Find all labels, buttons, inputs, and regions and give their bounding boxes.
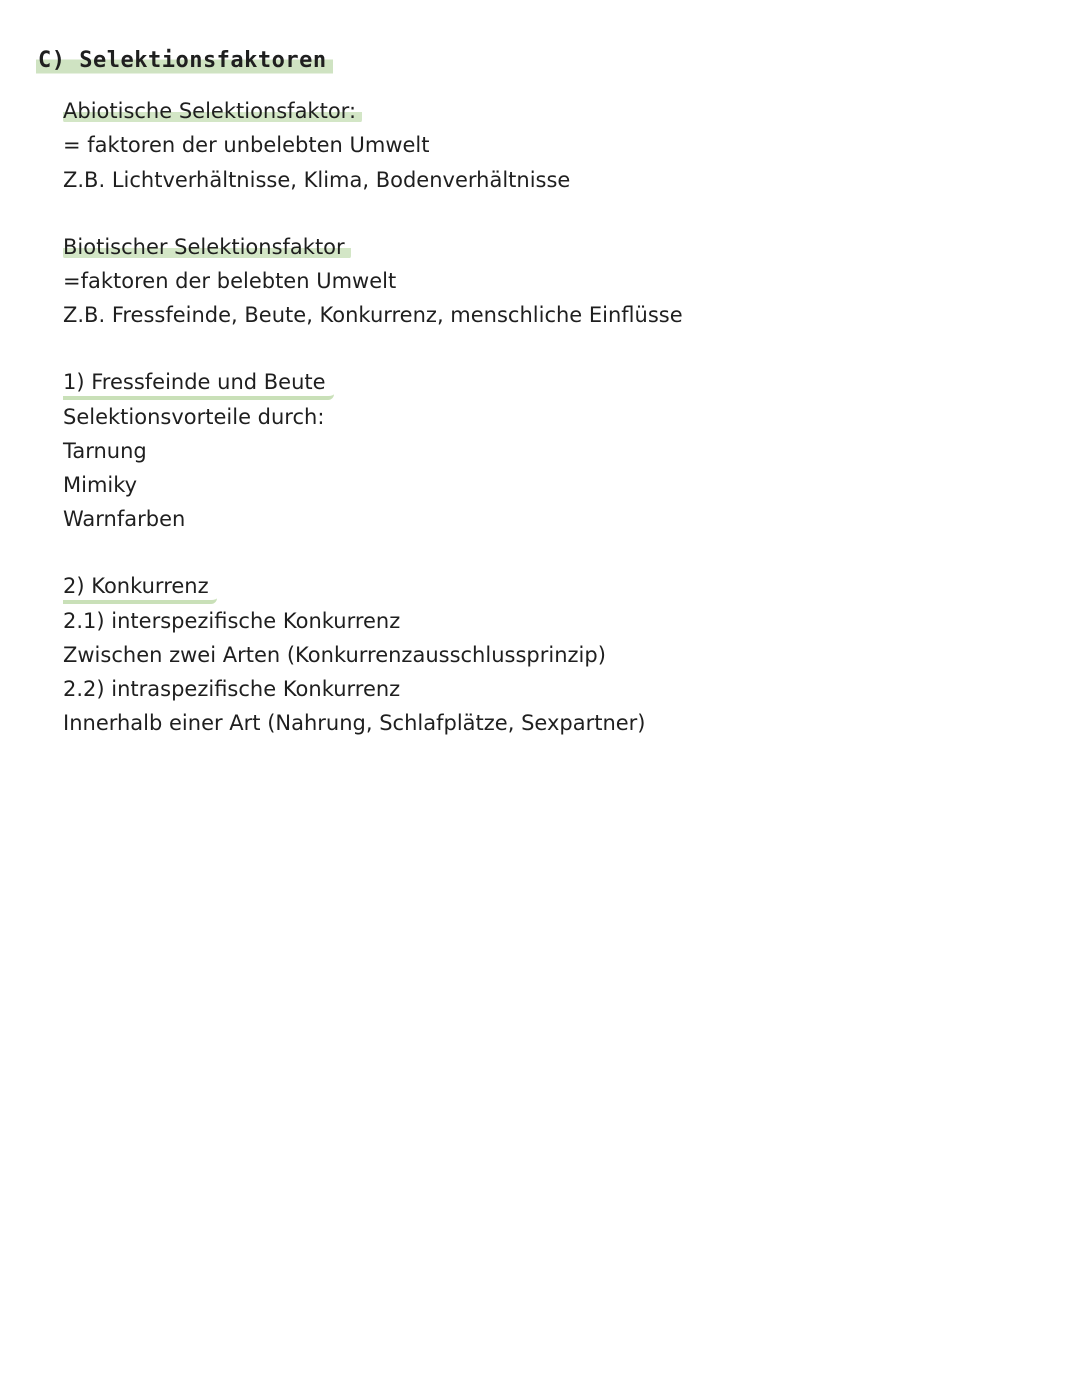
list-item: Warnfarben bbox=[63, 507, 186, 531]
page-title: C) Selektionsfaktoren bbox=[36, 46, 333, 76]
biotic-definition: =faktoren der belebten Umwelt bbox=[63, 269, 397, 293]
interspecific-text: Zwischen zwei Arten (Konkurrenzausschlussprinzip) bbox=[63, 643, 606, 667]
predators-heading: 1) Fressfeinde und Beute bbox=[63, 370, 334, 400]
biotic-examples: Z.B. Fressfeinde, Beute, Konkurrenz, menschliche Einflüsse bbox=[63, 303, 683, 327]
intraspecific-heading: 2.2) intraspezifische Konkurrenz bbox=[63, 677, 401, 701]
biotic-heading: Biotischer Selektionsfaktor bbox=[63, 235, 351, 259]
intraspecific-text: Innerhalb einer Art (Nahrung, Schlafplätze, Sexpartner) bbox=[63, 711, 646, 735]
list-item: Tarnung bbox=[63, 439, 147, 463]
abiotic-examples: Z.B. Lichtverhältnisse, Klima, Bodenverhältnisse bbox=[63, 168, 571, 192]
interspecific-heading: 2.1) interspezifische Konkurrenz bbox=[63, 609, 401, 633]
predators-heading-line bbox=[63, 367, 334, 397]
abiotic-definition: = faktoren der unbelebten Umwelt bbox=[63, 133, 430, 157]
biotic-heading-line bbox=[63, 232, 351, 262]
list-item: Mimiky bbox=[63, 473, 138, 497]
abiotic-heading-line bbox=[63, 96, 362, 126]
abiotic-heading: Abiotische Selektionsfaktor: bbox=[63, 99, 362, 123]
predators-intro: Selektionsvorteile durch: bbox=[63, 405, 325, 429]
competition-heading: 2) Konkurrenz bbox=[63, 574, 217, 604]
competition-heading-line bbox=[63, 571, 217, 601]
